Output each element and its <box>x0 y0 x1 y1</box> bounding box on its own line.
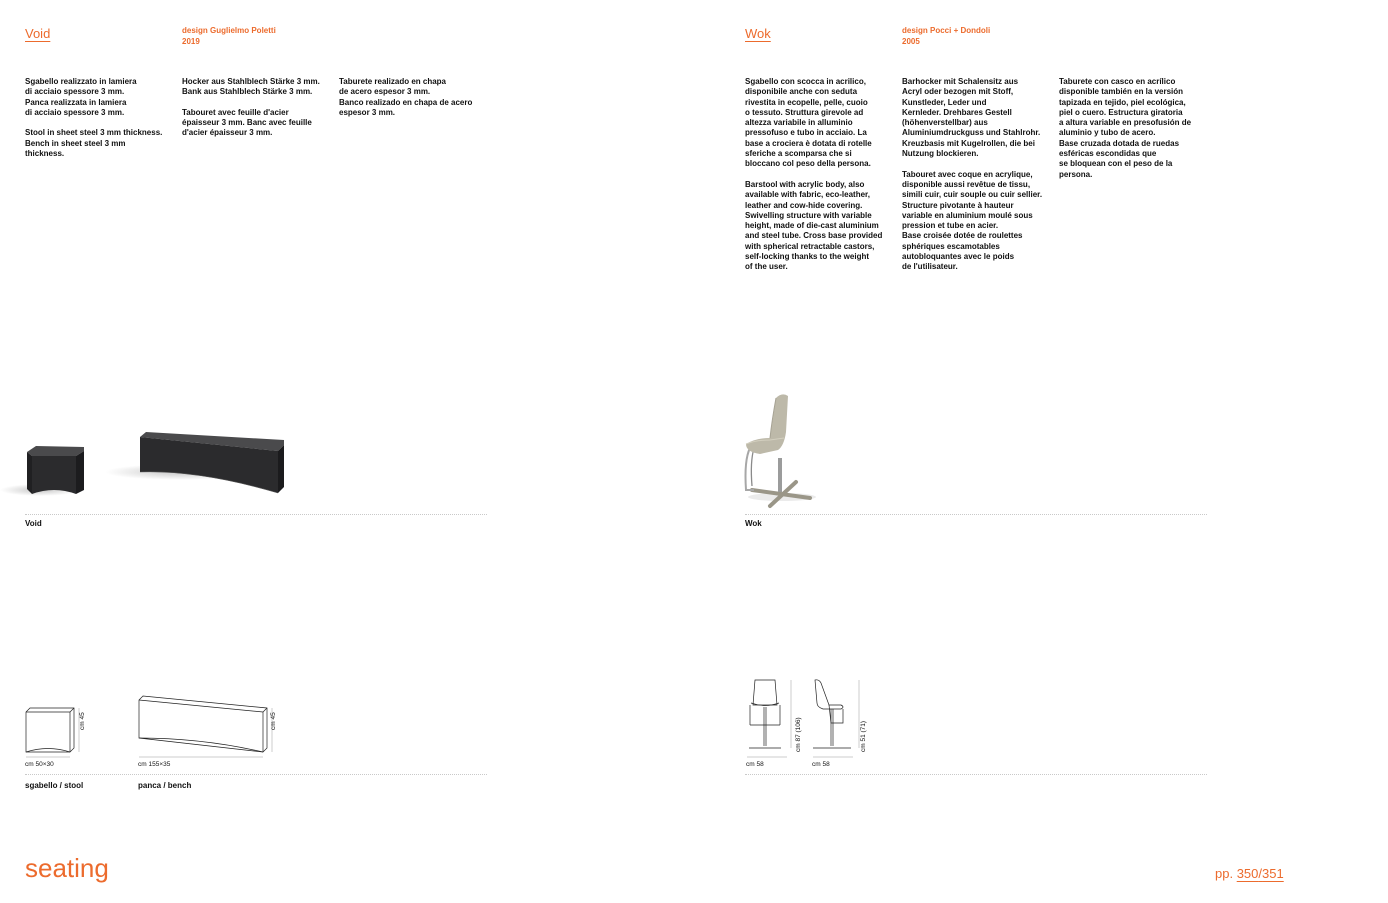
wok-size-label-1: cm 58 <box>746 761 764 768</box>
stool-shape <box>27 446 84 494</box>
description-german: Hocker aus Stahlblech Stärke 3 mm. Bank aus Stahlblech Stärke 3 mm. <box>182 77 320 97</box>
design-year: 2019 <box>182 37 200 46</box>
designer-name: design Pocci + Dondoli <box>902 26 991 35</box>
void-product-photo <box>0 420 300 510</box>
wok-size-label-2: cm 58 <box>812 761 830 768</box>
void-dimension-drawings <box>22 690 292 760</box>
bench-variant-label: panca / bench <box>138 781 192 790</box>
bench-height-label: cm 45 <box>270 712 277 730</box>
divider <box>25 774 487 775</box>
product-title-wok[interactable]: Wok <box>745 26 771 41</box>
wok-product-photo <box>740 390 830 510</box>
page-link-351[interactable]: 351 <box>1262 866 1284 881</box>
design-year: 2005 <box>902 37 920 46</box>
stool-shell <box>746 394 788 454</box>
side-view-outline <box>813 680 851 748</box>
divider <box>745 514 1207 515</box>
description-spanish: Taburete con casco en acrílico disponible también en la versión tapizada en tejido, piel ecológica, piel o cuero. Estructura giratoria a altura variable en presofusión de aluminio y tubo de acero. Base cruzada dotada de ruedas esféricas escondidas que se bloquean con el peso de la persona. <box>1059 77 1192 179</box>
divider <box>745 774 1207 775</box>
description-column-2 <box>902 77 1056 273</box>
product-title-void[interactable]: Void <box>25 26 51 41</box>
page-link-350[interactable]: 350 <box>1236 866 1259 881</box>
page-reference <box>1215 866 1284 881</box>
stool-height-label: cm 45 <box>79 712 86 730</box>
description-spanish: Taburete realizado en chapa de acero espesor 3 mm. Banco realizado en chapa de acero espesor 3 mm. <box>339 77 473 117</box>
description-italian: Sgabello con scocca in acrilico, disponibile anche con seduta rivestita in ecopelle, pelle, cuoio o tessuto. Struttura girevole ad altezza variabile in alluminio pressofuso e tubo in acciaio. La base a crociera è dotata di rotelle sferiche a scomparsa che si bloccano col peso della persona. <box>745 77 872 169</box>
photo-caption-wok: Wok <box>745 519 762 528</box>
description-german: Barhocker mit Schalensitz aus Acryl oder bezogen mit Stoff, Kunstleder, Leder und Kernleder. Drehbares Gestell (höhenverstellbar) aus Aluminiumdruckguss und Stahlrohr. Kreuzbasis mit Kugelrollen, die bei Nutzung blockieren. <box>902 77 1041 159</box>
stool-variant-label: sgabello / stool <box>25 781 84 790</box>
stool-size-label: cm 50×30 <box>25 761 54 768</box>
description-french: Tabouret avec feuille d'acier épaisseur 3 mm. Banc avec feuille d'acier épaisseur 3 mm. <box>182 107 312 138</box>
description-french: Tabouret avec coque en acrylique, disponible aussi revêtue de tissu, simili cuir, cuir souple ou cuir sellier. Structure pivotante à hauteur variable en aluminium moulé sous pression et tube en acier. Base croisée dotée de roulettes sphériques escamotables autobloquantes avec le poids de l'utilisateur. <box>902 169 1043 272</box>
section-title: seating <box>25 853 109 883</box>
bench-shape <box>140 432 284 493</box>
front-view-outline <box>749 680 781 748</box>
designer-name: design Guglielmo Poletti <box>182 26 276 35</box>
divider <box>25 514 487 515</box>
page-separator: / <box>1258 866 1263 881</box>
description-column-3 <box>1059 77 1219 180</box>
stool-footrest <box>746 448 755 490</box>
description-column-2 <box>182 77 334 139</box>
designer-credit-wok <box>902 25 990 47</box>
description-italian: Sgabello realizzato in lamiera di acciaio spessore 3 mm. Panca realizzata in lamiera di acciaio spessore 3 mm. <box>25 77 137 117</box>
pages-prefix: pp. <box>1215 866 1234 881</box>
description-column-1 <box>745 77 899 273</box>
description-column-3 <box>339 77 499 118</box>
photo-caption-void: Void <box>25 519 42 528</box>
description-english: Stool in sheet steel 3 mm thickness. Bench in sheet steel 3 mm thickness. <box>25 128 163 159</box>
wok-height-label-2: cm 51 (71) <box>860 720 867 752</box>
description-english: Barstool with acrylic body, also available with fabric, eco-leather, leather and cow-hide covering. Swivelling structure with variable height, made of die-cast aluminium and steel tube. Cross base provided with spherical retractable castors, self-locking thanks to the weight of the user. <box>745 179 883 272</box>
stool-outline <box>26 708 74 752</box>
bench-size-label: cm 155×35 <box>138 761 171 768</box>
designer-credit-void <box>182 25 276 47</box>
description-column-1 <box>25 77 177 159</box>
wok-height-label-1: cm 87 (106) <box>795 717 802 752</box>
bench-outline <box>139 696 267 752</box>
